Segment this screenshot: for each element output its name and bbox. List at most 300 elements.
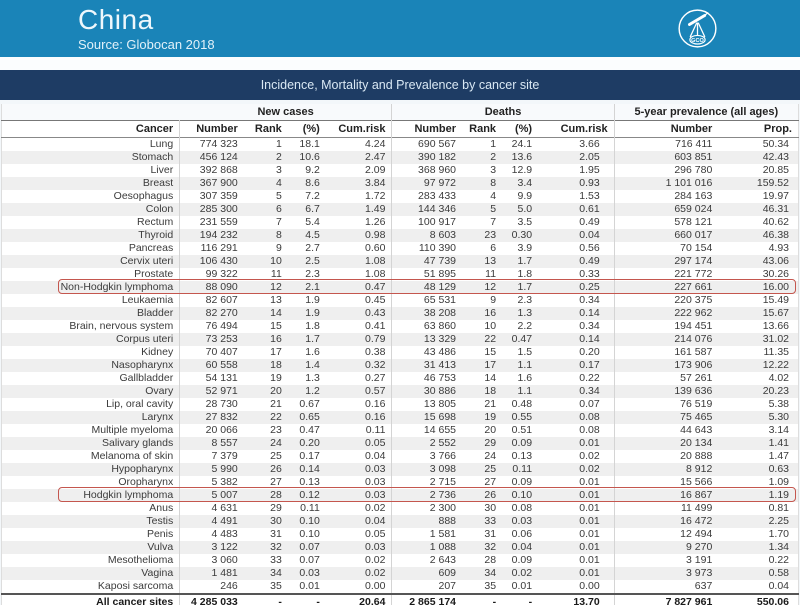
table-cell: 2.7 <box>305 241 320 254</box>
table-cell: 0.25 <box>579 280 600 293</box>
table-cell: 42.43 <box>762 150 789 163</box>
table-cell: 0.06 <box>511 527 533 540</box>
table-cell: 19 <box>270 371 282 384</box>
table-cell: Penis <box>146 527 174 540</box>
table-cell: 139 636 <box>614 385 718 398</box>
col-header-d-number: Number <box>392 120 462 137</box>
table-cell: 0.22 <box>768 553 789 566</box>
table-cell: 0.56 <box>579 241 600 254</box>
table-cell: 0.01 <box>579 540 600 553</box>
table-cell: 12.9 <box>511 163 533 176</box>
table-cell: 15.67 <box>762 306 789 319</box>
table-row <box>2 528 799 541</box>
table-cell: 3 191 <box>614 554 718 567</box>
table-cell: 0.04 <box>768 579 789 592</box>
table-cell: Non-Hodgkin lymphoma <box>60 280 174 293</box>
table-cell: 4 <box>490 189 497 202</box>
table-cell: 221 772 <box>614 268 718 281</box>
table-cell: 285 300 <box>180 203 244 216</box>
table-cell: 7 379 <box>180 450 244 463</box>
table-cell: 774 323 <box>180 137 244 151</box>
table-cell: 13 <box>484 254 497 267</box>
page-title: China <box>78 4 154 35</box>
table-cell: 0.51 <box>511 423 533 436</box>
table-cell: 0.02 <box>365 501 386 514</box>
table-cell: 161 587 <box>614 346 718 359</box>
table-cell: 23 <box>484 228 497 241</box>
table-cell: 76 519 <box>614 398 718 411</box>
table-cell: 16 472 <box>614 515 718 528</box>
table-cell: 0.81 <box>768 501 789 514</box>
header-divider <box>0 57 800 70</box>
table-cell: Leukaemia <box>121 293 174 306</box>
table-cell: 0.08 <box>579 423 600 436</box>
table-cell: 24 <box>270 436 282 449</box>
table-cell: 4 <box>275 176 282 189</box>
table-cell: 0.17 <box>579 358 600 371</box>
table-cell: 0.01 <box>579 527 600 540</box>
table-cell: 25 <box>484 462 497 475</box>
table-cell: Cervix uteri <box>120 254 174 267</box>
table-cell: 0.01 <box>579 488 600 501</box>
table-cell: 13 329 <box>392 333 462 346</box>
table-cell: 0.13 <box>299 475 320 488</box>
table-cell: 97 972 <box>392 177 462 190</box>
table-cell: 0.14 <box>579 332 600 345</box>
table-row <box>2 333 799 346</box>
table-cell: 0.49 <box>579 215 600 228</box>
table-cell: 3 122 <box>180 541 244 554</box>
table-cell: 1 088 <box>392 541 462 554</box>
table-cell: 0.33 <box>579 267 600 280</box>
table-cell: 8 603 <box>392 229 462 242</box>
table-cell: 0.61 <box>579 202 600 215</box>
table-cell: Lip, oral cavity <box>106 397 174 410</box>
table-cell: 0.07 <box>579 397 600 410</box>
table-cell: 1.09 <box>768 475 789 488</box>
table-cell: 0.10 <box>511 488 533 501</box>
table-cell: 38 208 <box>392 307 462 320</box>
table-cell: Brain, nervous system <box>69 319 174 332</box>
table-cell: 227 661 <box>614 281 718 294</box>
table-cell: Kidney <box>141 345 174 358</box>
table-cell: 16.00 <box>762 280 789 293</box>
table-cell: 6 <box>490 241 497 254</box>
table-cell: 0.14 <box>579 306 600 319</box>
table-cell: 0.98 <box>365 228 386 241</box>
table-cell: 1.49 <box>365 202 386 215</box>
table-cell: 0.00 <box>579 579 600 592</box>
table-cell: 0.58 <box>768 566 789 579</box>
table-cell: 15 566 <box>614 476 718 489</box>
table-cell: 4.93 <box>768 241 789 254</box>
table-cell: 603 851 <box>614 151 718 164</box>
table-cell: 8 912 <box>614 463 718 476</box>
table-cell: 0.10 <box>299 514 320 527</box>
table-row <box>2 372 799 385</box>
table-cell: 1 481 <box>180 567 244 580</box>
table-cell: 12.22 <box>762 358 789 371</box>
table-cell: 27 <box>484 475 497 488</box>
table-cell: 0.02 <box>579 462 600 475</box>
table-row <box>2 476 799 489</box>
table-footer-cell: 2 865 174 <box>392 594 462 605</box>
table-cell: 0.63 <box>768 462 789 475</box>
table-cell: 2 552 <box>392 437 462 450</box>
table-cell: 0.11 <box>365 423 386 436</box>
table-row <box>2 268 799 281</box>
table-cell: 14 <box>270 306 282 319</box>
table-footer-row <box>2 594 799 605</box>
table-cell: 26 <box>270 462 282 475</box>
table-cell: 0.16 <box>365 410 386 423</box>
table-cell: Vulva <box>147 540 174 553</box>
table-row <box>2 216 799 229</box>
table-cell: 3.5 <box>517 215 533 228</box>
cancer-stats-table <box>1 104 799 605</box>
col-header-p-number: Number <box>614 120 718 137</box>
col-header-cancer: Cancer <box>2 120 180 137</box>
table-cell: 194 232 <box>180 229 244 242</box>
table-row <box>2 190 799 203</box>
group-header-row <box>2 104 799 120</box>
table-cell: 888 <box>392 515 462 528</box>
table-cell: 609 <box>392 567 462 580</box>
table-cell: 0.07 <box>299 553 320 566</box>
table-body <box>2 137 799 594</box>
col-header-d-cumrisk: Cum.risk <box>538 120 614 137</box>
table-cell: 27 832 <box>180 411 244 424</box>
table-cell: 3.84 <box>365 176 386 189</box>
table-cell: 22 <box>484 332 497 345</box>
table-footer-cell: - <box>288 594 326 605</box>
table-cell: 10.6 <box>299 150 320 163</box>
table-cell: 0.14 <box>299 462 320 475</box>
table-cell: 32 <box>484 540 497 553</box>
table-cell: 1.53 <box>579 189 600 202</box>
table-row <box>2 346 799 359</box>
table-cell: 43.06 <box>762 254 789 267</box>
table-cell: 47 739 <box>392 255 462 268</box>
group-header-deaths: Deaths <box>392 104 614 120</box>
app-header <box>0 0 800 57</box>
table-cell: 17 <box>270 345 282 358</box>
table-cell: 12 <box>270 280 282 293</box>
table-cell: 0.03 <box>299 566 320 579</box>
table-cell: 29 <box>484 436 497 449</box>
table-cell: 33 <box>484 514 497 527</box>
table-cell: 35 <box>270 579 282 592</box>
table-cell: 0.03 <box>365 540 386 553</box>
table-cell: 15 698 <box>392 411 462 424</box>
table-row <box>2 450 799 463</box>
table-cell: 0.01 <box>579 514 600 527</box>
table-cell: 3 060 <box>180 554 244 567</box>
table-footer-cell: 20.64 <box>326 594 392 605</box>
table-cell: 1.3 <box>517 306 533 319</box>
table-cell: 1.2 <box>305 384 320 397</box>
table-cell: 5 007 <box>180 489 244 502</box>
table-cell: 2.05 <box>579 150 600 163</box>
table-cell: 31.02 <box>762 332 789 345</box>
table-cell: 0.04 <box>511 540 533 553</box>
table-cell: 0.47 <box>365 280 386 293</box>
table-cell: 10 <box>484 319 497 332</box>
group-header-prevalence: 5-year prevalence (all ages) <box>614 104 798 120</box>
table-cell: 578 121 <box>614 216 718 229</box>
table-cell: 0.11 <box>512 462 533 475</box>
table-cell: 2.1 <box>305 280 320 293</box>
table-cell: 1.95 <box>579 163 600 176</box>
table-cell: 0.03 <box>365 462 386 475</box>
table-cell: 220 375 <box>614 294 718 307</box>
table-cell: 51 895 <box>392 268 462 281</box>
table-cell: 0.02 <box>579 449 600 462</box>
table-row <box>2 177 799 190</box>
table-cell: 4.24 <box>365 137 386 150</box>
table-cell: 4 483 <box>180 528 244 541</box>
table-cell: 21 <box>484 397 497 410</box>
table-cell: 0.47 <box>299 423 320 436</box>
table-cell: 194 451 <box>614 320 718 333</box>
table-cell: 0.48 <box>511 397 533 410</box>
table-cell: 0.09 <box>511 475 533 488</box>
gco-logo <box>676 7 719 50</box>
table-cell: 73 253 <box>180 333 244 346</box>
table-cell: 2 715 <box>392 476 462 489</box>
table-cell: 0.02 <box>365 566 386 579</box>
table-cell: 1.47 <box>768 449 789 462</box>
table-cell: 0.09 <box>511 436 533 449</box>
table-cell: 99 322 <box>180 268 244 281</box>
table-row <box>2 359 799 372</box>
table-row <box>2 151 799 164</box>
table-cell: 3 <box>275 163 282 176</box>
table-cell: 5.30 <box>768 410 789 423</box>
table-cell: 20 134 <box>614 437 718 450</box>
table-cell: 3.4 <box>517 176 533 189</box>
table-cell: 13 805 <box>392 398 462 411</box>
table-cell: 0.47 <box>511 332 533 345</box>
table-footer-cell: 13.70 <box>538 594 614 605</box>
table-cell: 21 <box>270 397 282 410</box>
table-cell: 2.3 <box>517 293 533 306</box>
table-cell: 60 558 <box>180 359 244 372</box>
table-cell: 88 090 <box>180 281 244 294</box>
table-cell: 10 <box>270 254 282 267</box>
table-cell: 12 <box>484 280 497 293</box>
table-cell: 4.5 <box>305 228 320 241</box>
table-cell: 1 <box>490 137 497 150</box>
table-cell: 1.34 <box>768 540 789 553</box>
table-cell: 1.4 <box>305 358 320 371</box>
table-row <box>2 424 799 437</box>
table-cell: 9 <box>490 293 497 306</box>
table-cell: 18.1 <box>299 137 320 150</box>
table-cell: 46.38 <box>762 228 789 241</box>
table-cell: 5 382 <box>180 476 244 489</box>
table-row <box>2 281 799 294</box>
table-cell: 2 <box>490 150 497 163</box>
col-header-nc-pct: (%) <box>288 120 326 137</box>
table-cell: Liver <box>150 163 174 176</box>
table-cell: 5 990 <box>180 463 244 476</box>
table-cell: 8 557 <box>180 437 244 450</box>
table-cell: Thyroid <box>138 228 174 241</box>
table-cell: 31 <box>270 527 282 540</box>
table-cell: 26 <box>484 488 497 501</box>
table-cell: 297 174 <box>614 255 718 268</box>
table-cell: 13.6 <box>511 150 533 163</box>
table-cell: 20 066 <box>180 424 244 437</box>
table-cell: 283 433 <box>392 190 462 203</box>
table-cell: 0.20 <box>299 436 320 449</box>
table-cell: 7 <box>490 215 497 228</box>
table-cell: 222 962 <box>614 307 718 320</box>
table-cell: 0.03 <box>511 514 533 527</box>
section-banner-title: Incidence, Mortality and Prevalence by cancer site <box>260 78 540 92</box>
table-cell: 0.10 <box>299 527 320 540</box>
table-cell: 8 <box>275 228 282 241</box>
table-cell: 3 098 <box>392 463 462 476</box>
table-cell: 0.13 <box>511 449 533 462</box>
table-cell: 16 <box>270 332 282 345</box>
table-cell: 144 346 <box>392 203 462 216</box>
table-cell: Gallbladder <box>119 371 174 384</box>
table-cell: 456 124 <box>180 151 244 164</box>
table-cell: Larynx <box>141 410 174 423</box>
table-cell: 392 868 <box>180 164 244 177</box>
table-cell: 28 <box>270 488 282 501</box>
table-cell: 32 <box>270 540 282 553</box>
table-cell: 5 <box>490 202 497 215</box>
table-cell: 28 730 <box>180 398 244 411</box>
table-cell: Oesophagus <box>113 189 174 202</box>
table-cell: 15 <box>270 319 282 332</box>
table-row <box>2 580 799 594</box>
table-cell: 110 390 <box>392 242 462 255</box>
table-cell: 4 491 <box>180 515 244 528</box>
table-cell: 106 430 <box>180 255 244 268</box>
table-cell: 34 <box>270 566 282 579</box>
table-cell: 173 906 <box>614 359 718 372</box>
table-cell: 48 129 <box>392 281 462 294</box>
table-cell: 368 960 <box>392 164 462 177</box>
table-cell: 6.7 <box>305 202 320 215</box>
table-cell: 14 655 <box>392 424 462 437</box>
table-row <box>2 489 799 502</box>
table-cell: 284 163 <box>614 190 718 203</box>
table-cell: 22 <box>270 410 282 423</box>
table-cell: 0.27 <box>365 371 386 384</box>
table-cell: 0.04 <box>579 228 600 241</box>
table-footer-cell: 4 285 033 <box>180 594 244 605</box>
table-cell: 12 494 <box>614 528 718 541</box>
table-cell: 0.79 <box>365 332 386 345</box>
table-cell: 2 <box>275 150 282 163</box>
table-cell: 1.08 <box>365 267 386 280</box>
table-cell: 2.3 <box>305 267 320 280</box>
col-header-p-prop: Prop. <box>718 120 798 137</box>
table-cell: 46.31 <box>762 202 789 215</box>
table-cell: 100 917 <box>392 216 462 229</box>
table-cell: 0.03 <box>365 488 386 501</box>
table-cell: 24 <box>484 449 497 462</box>
table-cell: 5 <box>275 189 282 202</box>
table-row <box>2 398 799 411</box>
table-cell: 0.34 <box>579 384 600 397</box>
table-cell: 40.62 <box>762 215 789 228</box>
table-cell: 0.32 <box>365 358 386 371</box>
table-cell: Stomach <box>131 150 174 163</box>
table-cell: 3.9 <box>517 241 533 254</box>
table-cell: 1 581 <box>392 528 462 541</box>
table-cell: 246 <box>180 580 244 594</box>
table-footer-cell: - <box>502 594 538 605</box>
gco-logo-text: GCO <box>691 37 704 44</box>
table-cell: 0.07 <box>299 540 320 553</box>
table-cell: Mesothelioma <box>107 553 174 566</box>
table-cell: 0.04 <box>365 449 386 462</box>
table-cell: 0.04 <box>365 514 386 527</box>
table-cell: 2.47 <box>365 150 386 163</box>
table-row <box>2 255 799 268</box>
table-cell: 30 886 <box>392 385 462 398</box>
table-cell: 1.19 <box>768 488 789 501</box>
table-cell: 82 270 <box>180 307 244 320</box>
table-cell: 1.9 <box>305 293 320 306</box>
table-cell: 0.38 <box>365 345 386 358</box>
table-cell: 19 <box>484 410 497 423</box>
table-row <box>2 242 799 255</box>
table-cell: 5.4 <box>305 215 320 228</box>
table-cell: 0.67 <box>299 397 320 410</box>
table-cell: 6 <box>275 202 282 215</box>
table-cell: 0.01 <box>579 501 600 514</box>
table-cell: Hypopharynx <box>111 462 174 475</box>
table-cell: 0.30 <box>511 228 533 241</box>
table-cell: 5.38 <box>768 397 789 410</box>
table-row <box>2 294 799 307</box>
table-cell: 43 486 <box>392 346 462 359</box>
table-cell: 0.34 <box>579 319 600 332</box>
table-cell: 231 559 <box>180 216 244 229</box>
table-cell: 2 300 <box>392 502 462 515</box>
table-cell: 0.01 <box>299 579 320 592</box>
table-cell: 29 <box>270 501 282 514</box>
table-cell: 1.5 <box>517 345 533 358</box>
col-header-nc-rank: Rank <box>244 120 288 137</box>
table-cell: 0.16 <box>365 397 386 410</box>
table-cell: 54 131 <box>180 372 244 385</box>
table-cell: 70 154 <box>614 242 718 255</box>
table-cell: 0.41 <box>365 319 386 332</box>
table-cell: 0.20 <box>579 345 600 358</box>
table-row <box>2 437 799 450</box>
source-label: Source: Globocan 2018 <box>78 37 215 52</box>
table-cell: 1.7 <box>517 254 533 267</box>
table-cell: 0.01 <box>511 579 533 592</box>
table-cell: 16 <box>484 306 497 319</box>
table-cell: 1.1 <box>517 384 533 397</box>
table-row <box>2 137 799 151</box>
table-row <box>2 541 799 554</box>
table-cell: 9.9 <box>517 189 533 202</box>
table-cell: 8.6 <box>305 176 320 189</box>
table-row <box>2 502 799 515</box>
table-cell: 1.41 <box>768 436 789 449</box>
table-cell: 65 531 <box>392 294 462 307</box>
